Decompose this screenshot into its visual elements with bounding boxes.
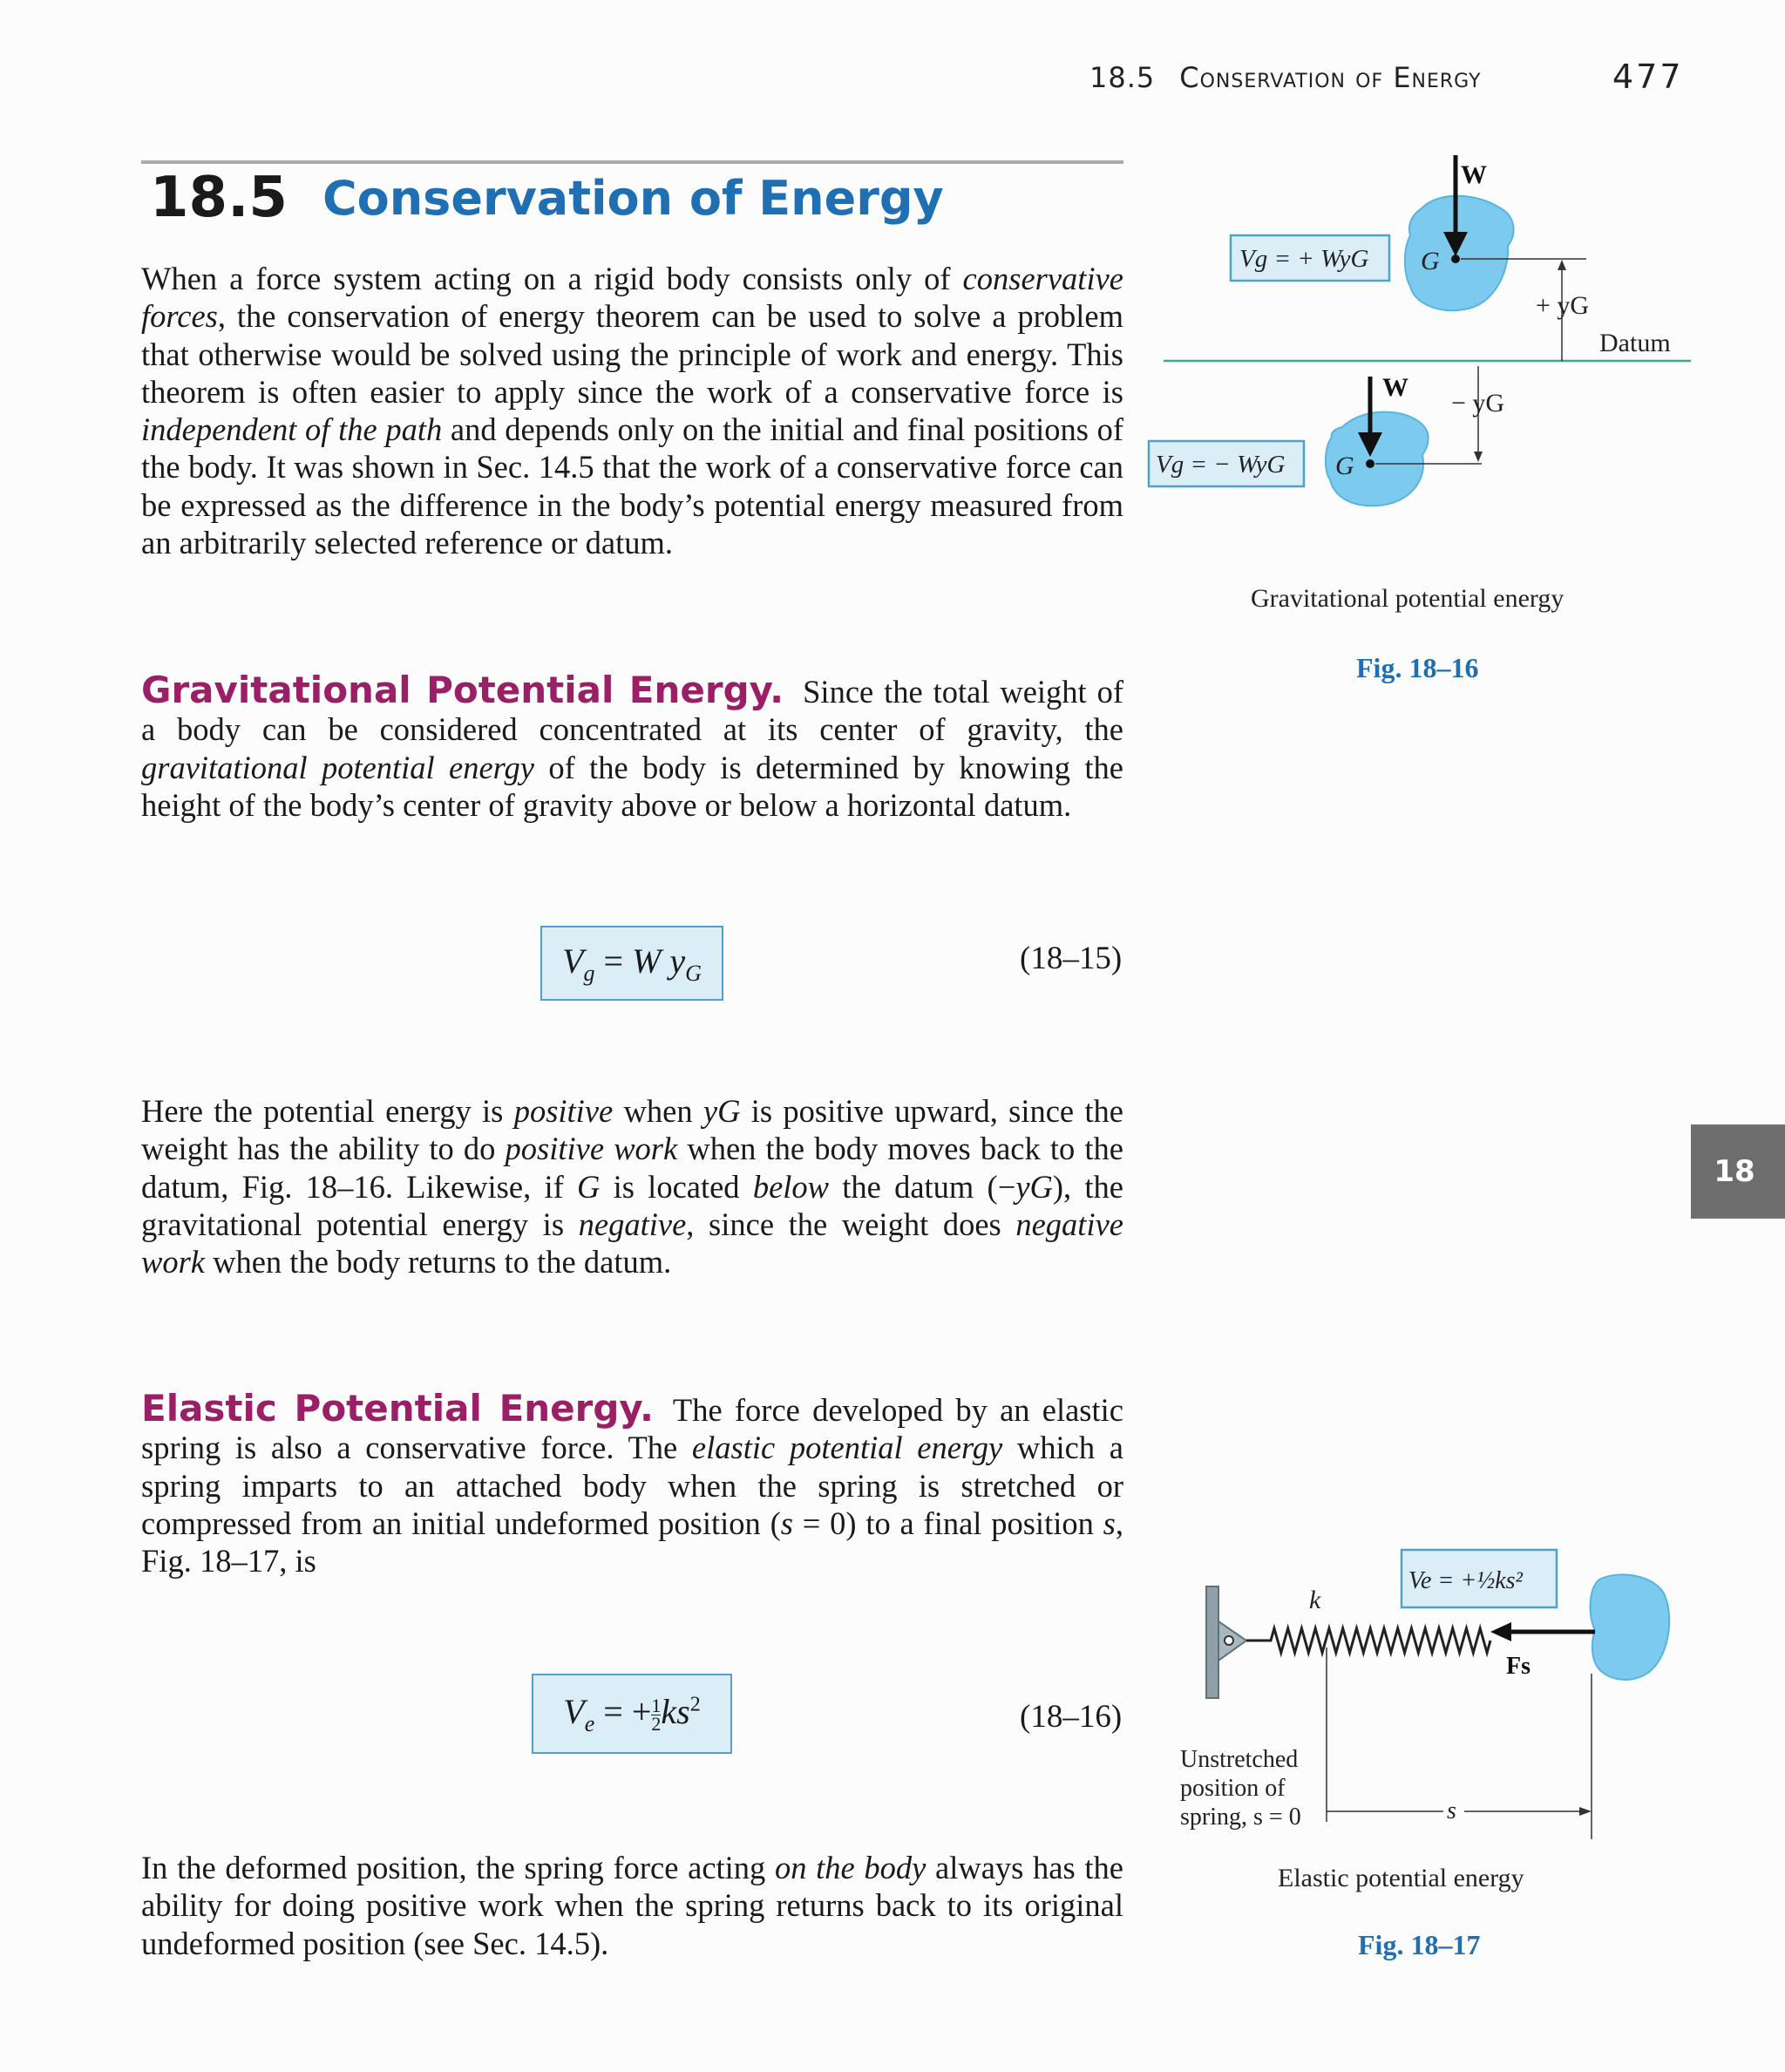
text-run: when (613, 1093, 703, 1129)
section-title: Conservation of Energy (322, 171, 944, 226)
text-run: when the body moves back to the datum, Fig. 18–16. Likewise, if (141, 1131, 1123, 1205)
fig16-caption: Gravitational potential energy (1251, 584, 1564, 613)
emphasis: conservative forces (141, 261, 1123, 335)
emphasis: s (1103, 1505, 1116, 1541)
weight-label-lower: W (1382, 373, 1408, 402)
k-label: k (1309, 1586, 1321, 1614)
minus-y-label: − yG (1451, 389, 1505, 418)
vg-positive-label: Vg = + WyG (1239, 245, 1369, 273)
vg-negative-label: Vg = − WyG (1156, 451, 1286, 479)
spring-force-arrowhead (1490, 1622, 1511, 1641)
spring (1246, 1628, 1490, 1653)
equation-18-16 (532, 1674, 732, 1754)
chapter-tab[interactable]: 18 (1691, 1124, 1785, 1219)
center-g-lower (1366, 459, 1374, 468)
text-run: Here the potential energy is (141, 1093, 514, 1129)
dim-minus-y-arrowhead (1474, 452, 1483, 462)
equation-18-16-text: $V_e$ = + $\frac{1}{2}$ $ks^2$ (563, 1691, 701, 1736)
spring-force-label: Fs (1506, 1653, 1530, 1680)
fig17-label: Fig. 18–17 (1358, 1929, 1481, 1960)
text-run: , Fig. 18–17, is (141, 1505, 1123, 1579)
emphasis: yG (702, 1093, 741, 1129)
wall-support (1206, 1586, 1218, 1698)
unstretched-label-3: spring, s = 0 (1180, 1804, 1301, 1831)
text-run: always has the ability for doing positive work when the spring returns back to its original undeformed position (see Sec. 14.5). (141, 1850, 1123, 1961)
dim-plus-y-arrowhead (1558, 260, 1566, 270)
unstretched-label-2: position of (1180, 1775, 1286, 1802)
section-number: 18.5 (150, 166, 288, 230)
sign-paragraph (141, 1092, 1123, 1281)
emphasis: s (780, 1505, 793, 1541)
ve-label: Ve = +½ks² (1408, 1567, 1523, 1594)
emphasis: negative work (141, 1206, 1123, 1281)
g-label-lower: G (1335, 452, 1354, 480)
text-run: is positive upward, since the weight has the ability to do (141, 1093, 1124, 1167)
emphasis: on the body (774, 1850, 926, 1885)
deformed-paragraph (141, 1849, 1123, 1962)
emphasis: negative (578, 1206, 687, 1242)
unstretched-label-1: Unstretched (1180, 1746, 1299, 1773)
s-label: s (1447, 1797, 1456, 1824)
pin (1225, 1636, 1233, 1645)
plus-y-label: + yG (1536, 291, 1590, 320)
elastic-heading: Elastic Potential Energy. (141, 1387, 654, 1430)
gravitational-paragraph (141, 671, 1123, 824)
center-g-upper (1451, 255, 1460, 263)
emphasis: elastic potential energy (691, 1430, 1003, 1466)
text-run: ), the gravitational potential energy is (141, 1168, 1123, 1242)
text-run: Since the total weight of a body can be considered concentrated at its center of gravity, the (141, 674, 1123, 748)
section-rule (141, 160, 1123, 164)
fig16-label: Fig. 18–16 (1356, 652, 1479, 683)
s-dimension-arrowhead (1579, 1807, 1592, 1816)
fig17-caption: Elastic potential energy (1278, 1864, 1524, 1892)
emphasis: independent of the path (141, 411, 443, 448)
emphasis: positive work (505, 1131, 678, 1167)
text-run: , the conservation of energy theorem can be used to solve a problem that otherwise would be solved using the principle of work and energy. This theorem is often easier to apply since the work of a conservative force is (141, 298, 1123, 410)
text-run: when the body returns to the datum. (205, 1244, 672, 1281)
text-run: , since the weight does (686, 1206, 1016, 1242)
equation-18-15 (540, 926, 723, 1001)
weight-label-upper: W (1461, 160, 1487, 189)
running-header (1089, 61, 1482, 94)
page-number: 477 (1612, 58, 1684, 96)
emphasis: below (752, 1168, 829, 1205)
text-run: and depends only on the initial and final positions of the body. It was shown in Sec. 14.5 that the work of a conservative force can be expressed as the difference in the body’s potential energy measured from an arbitrarily selected reference or datum. (141, 411, 1123, 561)
text-run: is located (600, 1168, 753, 1205)
equation-18-15-text: $V_g = W$ $y_G$ (562, 941, 702, 986)
intro-paragraph (141, 260, 1123, 561)
gravitational-heading: Gravitational Potential Energy. (141, 669, 784, 711)
equation-number-18-15: (18–15) (1020, 941, 1123, 976)
g-label-upper: G (1421, 247, 1440, 275)
datum-label: Datum (1599, 329, 1671, 357)
elastic-body (1591, 1574, 1670, 1680)
elastic-paragraph (141, 1389, 1123, 1579)
emphasis: yG (1015, 1168, 1053, 1205)
text-run: which a spring imparts to an attached body when the spring is stretched or compressed from an initial undeformed position ( (141, 1430, 1123, 1541)
header-section-title: Conservation of Energy (1179, 61, 1482, 94)
emphasis: positive (513, 1093, 614, 1129)
text-run: of the body is determined by knowing the height of the body’s center of gravity above or below a horizontal datum. (141, 749, 1123, 823)
text-run: = 0) to a final position (792, 1505, 1103, 1541)
header-section-ref: 18.5 (1089, 61, 1156, 94)
text-run: When a force system acting on a rigid body consists only of (141, 261, 963, 296)
emphasis: G (576, 1168, 601, 1205)
text-run: the datum (− (829, 1168, 1016, 1205)
figure-18-16 (1133, 148, 1700, 706)
emphasis: gravitational potential energy (141, 749, 534, 785)
figure-18-17 (1159, 1534, 1682, 1970)
text-run: In the deformed position, the spring force acting (141, 1850, 775, 1885)
equation-number-18-16: (18–16) (1020, 1699, 1123, 1735)
text-run: The force developed by an elastic spring is also a conservative force. The (141, 1392, 1123, 1466)
